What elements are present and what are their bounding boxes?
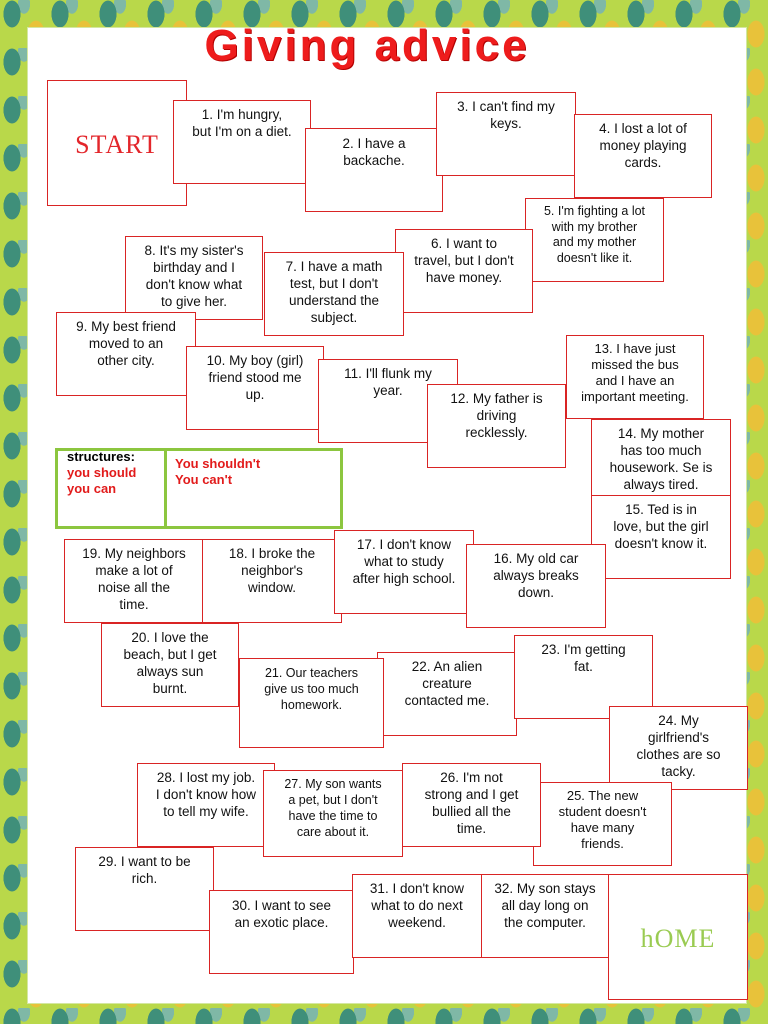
structure-you-can: you can — [67, 481, 117, 496]
board-square-17: 17. I don't know what to study after high school. — [334, 530, 474, 614]
board-square-16: 16. My old car always breaks down. — [466, 544, 606, 628]
board-square-24: 24. My girlfriend's clothes are so tacky. — [609, 706, 748, 790]
board-square-27: 27. My son wants a pet, but I don't have the time to care about it. — [263, 770, 403, 857]
board-square-6: 6. I want to travel, but I don't have money. — [395, 229, 533, 313]
board-square-19: 19. My neighbors make a lot of noise all the time. — [64, 539, 204, 623]
board-square-23: 23. I'm getting fat. — [514, 635, 653, 719]
board-square-13: 13. I have just missed the bus and I have an important meeting. — [566, 335, 704, 419]
board-square-21: 21. Our teachers give us too much homework. — [239, 658, 384, 748]
board-square-31: 31. I don't know what to do next weekend. — [352, 874, 482, 958]
board-square-14: 14. My mother has too much housework. Se is always tired. — [591, 419, 731, 503]
board-square-28: 28. I lost my job. I don't know how to tell my wife. — [137, 763, 275, 847]
board-square-3: 3. I can't find my keys. — [436, 92, 576, 176]
board-square-7: 7. I have a math test, but I don't understand the subject. — [264, 252, 404, 336]
board-square-11: 11. I'll flunk my year. — [318, 359, 458, 443]
board-square-8: 8. It's my sister's birthday and I don't know what to give her. — [125, 236, 263, 320]
board-square-32: 32. My son stays all day long on the computer. — [481, 874, 609, 958]
board-square-26: 26. I'm not strong and I get bullied all the time. — [402, 763, 541, 847]
board-square-18: 18. I broke the neighbor's window. — [202, 539, 342, 623]
board-square-22: 22. An alien creature contacted me. — [377, 652, 517, 736]
structures-negative — [175, 456, 335, 488]
structure-you-shouldnt: You shouldn't — [175, 456, 261, 471]
board-square-2: 2. I have a backache. — [305, 128, 443, 212]
board-square-12: 12. My father is driving recklessly. — [427, 384, 566, 468]
structure-you-cant: You can't — [175, 472, 233, 487]
board-square-25: 25. The new student doesn't have many friends. — [533, 782, 672, 866]
board-square-9: 9. My best friend moved to an other city. — [56, 312, 196, 396]
board-square-4: 4. I lost a lot of money playing cards. — [574, 114, 712, 198]
board-square-20: 20. I love the beach, but I get always sun burnt. — [101, 623, 239, 707]
start-square: START — [47, 80, 187, 206]
board-square-10: 10. My boy (girl) friend stood me up. — [186, 346, 324, 430]
structures-positive — [67, 451, 163, 497]
structures-divider — [164, 451, 167, 526]
board-square-15: 15. Ted is in love, but the girl doesn't know it. — [591, 495, 731, 579]
board-square-1: 1. I'm hungry, but I'm on a diet. — [173, 100, 311, 184]
page-title: Giving advice — [204, 21, 530, 70]
structure-you-should: you should — [67, 465, 137, 480]
structures-heading: structures: — [67, 449, 135, 464]
board-square-5: 5. I'm fighting a lot with my brother and my mother doesn't like it. — [525, 198, 664, 282]
board-square-29: 29. I want to be rich. — [75, 847, 214, 931]
home-square: hOME — [608, 874, 748, 1000]
structures-panel — [55, 448, 343, 529]
board-square-30: 30. I want to see an exotic place. — [209, 890, 354, 974]
